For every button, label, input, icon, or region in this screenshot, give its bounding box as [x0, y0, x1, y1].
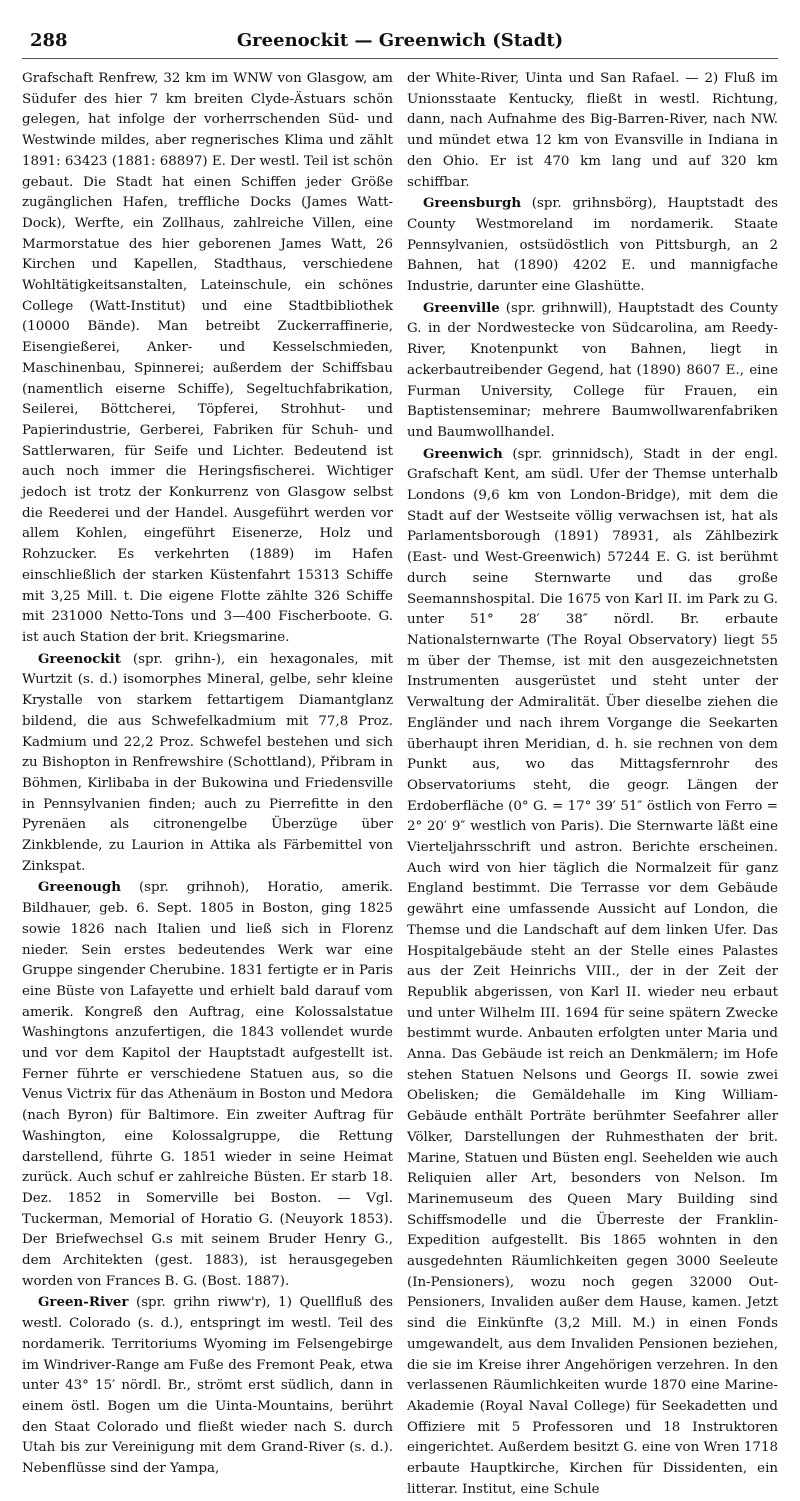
entry-continuation [22, 69, 393, 649]
entry-greenville [407, 298, 778, 444]
entry-greenough [22, 877, 393, 1292]
page-header [22, 30, 778, 59]
right-column [407, 69, 778, 1497]
entry-headword: Greenough [38, 879, 122, 896]
entry-text: (spr. grihn riww'r), 1) Quellfluß des westl. Colorado (s. d.), entspringt im westl. Teil des nordamerik. Territoriums Wyoming im Felsengebirge im Windriver-Range am Fuße des Fremont Peak, etwa unter 43° 15′ nördl. Br., strömt erst südlich, dann in einem östl. Bogen um die Uinta-Mountains, berührt den Staat Colorado und fließt wieder nach S. durch Utah bis zur Vereinigung mit dem Grand-River (s. d.). Nebenflüsse sind der Yampa, [22, 1295, 393, 1477]
entry-headword: Greenwich [423, 445, 503, 462]
entry-text: der White-River, Uinta und San Rafael. — 2) Fluß im Unionsstaate Kentucky, fließt in westl. Richtung, dann, nach Aufnahme des Big-Barren-River, nach NW. und mündet etwa 12 km von Evansville in Indiana in den Ohio. Er ist 470 km lang und auf 320 km schiffbar. [407, 71, 778, 190]
entry-headword: Green-River [38, 1294, 129, 1311]
entry-headword: Greensburgh [423, 195, 522, 212]
entry-text: (spr. grinnidsch), Stadt in der engl. Grafschaft Kent, am südl. Ufer der Themse unterhalb Londons (9,6 km von London-Bridge), mit dem die Stadt auf der Westseite völlig verwachsen ist, hat als Parlamentsborough (1891) 78931, als Zählbezirk (East- und West-Greenwich) 57244 E. G. ist berühmt durch seine Sternwarte und das große Seemannshospital. Die 1675 von Karl II. im Park zu G. unter 51° 28′ 38″ nördl. Br. erbaute Nationalsternwarte (The Royal Observatory) liegt 55 m über der Themse, ist mit den ausgezeichnetsten Instrumenten ausgerüstet und steht unter der Verwaltung der Admiralität. Über dieselbe ziehen die Engländer und nach ihrem Vorgange die Seekarten überhaupt ihren Meridian, d. h. sie rechnen von dem Punkt aus, wo das Mittagsfernrohr des Observatoriums steht, die geogr. Längen der Erdoberfläche (0° G. = 17° 39′ 51″ östlich von Ferro = 2° 20′ 9″ westlich von Paris). Die Sternwarte läßt eine Vierteljahrsschrift und astron. Berichte erscheinen. Auch wird von hier täglich die Normalzeit für ganz England bestimmt. Die Terrasse vor dem Gebäude gewährt eine umfassende Aussicht auf London, die Themse und die Landschaft auf dem linken Ufer. Das Hospitalgebäude steht an der Stelle eines Palastes aus der Zeit Heinrichs VIII., der in der Zeit der Republik abgerissen, von Karl II. wieder neu erbaut und unter Wilhelm III. 1694 für seine spätern Zwecke bestimmt wurde. Anbauten erfolgten unter Maria und Anna. Das Gebäude ist reich an Denkmälern; im Hofe stehen Statuen Nelsons und Georgs II. sowie zwei Obelisken; die Gemäldehalle im King William-Gebäude enthält Porträte berühmter Seefahrer aller Völker, Darstellungen der Ruhmesthaten der brit. Marine, Statuen und Büsten engl. Seehelden wie auch Reliquien aller Art, besonders von Nelson. Im Marinemuseum des Queen Mary Building sind Schiffsmodelle und die Überreste der Franklin-Expedition aufgestellt. Bis 1865 wohnten in den ausgedehnten Räumlichkeiten gegen 3000 Seeleute (In-Pensioners), wozu noch gegen 32000 Out-Pensioners, Invaliden außer dem Hause, kamen. Jetzt sind die Einkünfte (3,2 Mill. M.) in einen Fonds umgewandelt, aus dem Invaliden Pensionen beziehen, die sie im Kreise ihrer Angehörigen verzehren. In den verlassenen Räumlichkeiten wurde 1870 eine Marine-Akademie (Royal Naval College) für Seekadetten und Offiziere mit 5 Professoren und 18 Instruktoren eingerichtet. Außerdem besitzt G. eine von Wren 1718 erbaute Hauptkirche, Kirchen für Dissidenten, ein litterar. Institut, eine Schule [407, 446, 778, 1497]
entry-green-river [22, 1292, 393, 1479]
entry-headword: Greenockit [38, 650, 121, 667]
entry-text: (spr. grihnoh), Horatio, amerik. Bildhauer, geb. 6. Sept. 1805 in Boston, ging 1825 sowie 1826 nach Italien und ließ sich in Florenz nieder. Sein erstes bedeutendes Werk war eine Gruppe singender Cherubine. 1831 fertigte er in Paris eine Büste von Lafayette und erhielt bald darauf vom amerik. Kongreß den Auftrag, eine Kolossalstatue Washingtons anzufertigen, die 1843 vollendet wurde und vor dem Kapitol der Hauptstadt aufgestellt ist. Ferner führte er verschiedene Statuen aus, so die Venus Victrix für das Athenäum in Boston und Medora (nach Byron) für Baltimore. Ein zweiter Auftrag für Washington, eine Kolossalgruppe, die Rettung darstellend, führte G. 1851 wieder in seine Heimat zurück. Auch schuf er zahlreiche Büsten. Er starb 18. Dez. 1852 in Somerville bei Boston. — Vgl. Tuckerman, Memorial of Horatio G. (Neuyork 1853). Der Briefwechsel G.s mit seinem Bruder Henry G., dem Architekten (gest. 1883), ist herausgegeben worden von Frances B. G. (Bost. 1887). [22, 880, 393, 1289]
entry-headword: Greenville [423, 299, 500, 316]
entry-text: (spr. grihnsbörg), Hauptstadt des County Westmoreland im nordamerik. Staate Pennsylvanien, ostsüdöstlich von Pittsburgh, an 2 Bahnen, hat (1890) 4202 E. und mannigfache Industrie, darunter eine Glashütte. [407, 196, 778, 295]
entry-greensburgh [407, 193, 778, 298]
entry-text: (spr. grihn-), ein hexagonales, mit Wurtzit (s. d.) isomorphes Mineral, gelbe, sehr kleine Krystalle von starkem fettartigem Diamantglanz bildend, die aus Schwefelkadmium mit 77,8 Proz. Kadmium und 22,2 Proz. Schwefel bestehen und sich zu Bishopton in Renfrewshire (Schottland), Přibram in Böhmen, Kirlibaba in der Bukowina und Friedensville in Pennsylvanien finden; auch zu Pierrefitte in den Pyrenäen als citronengelbe Überzüge über Zinkblende, zu Laurion in Attika als Färbemittel von Zinkspat. [22, 651, 393, 874]
running-title: Greenockit — Greenwich (Stadt) [236, 30, 564, 51]
entry-continuation [407, 69, 778, 193]
page-number: 288 [30, 30, 68, 51]
text-columns [22, 69, 778, 1497]
entry-greenwich [407, 444, 778, 1501]
entry-text: (spr. grihnwill), Hauptstadt des County G. in der Nordwestecke von Südcarolina, am Reedy-River, Knotenpunkt von Bahnen, liegt in ackerbautreibender Gegend, hat (1890) 8607 E., eine Furman University, College für Frauen, ein Baptistenseminar; mehrere Baumwollwarenfabriken und Baumwollhandel. [407, 300, 778, 440]
entry-greenockit [22, 649, 393, 878]
entry-text: Grafschaft Renfrew, 32 km im WNW von Glasgow, am Südufer des hier 7 km breiten Clyde-Ästuars schön gelegen, hat infolge der vorherrschenden Süd- und Westwinde mildes, aber regnerisches Klima und zählt 1891: 63423 (1881: 68897) E. Der westl. Teil ist schön gebaut. Die Stadt hat einen Schiffen jeder Größe zugänglichen Hafen, treffliche Docks (James Watt-Dock), Werfte, ein Zollhaus, zahlreiche Villen, eine Marmorstatue des hier geborenen James Watt, 26 Kirchen und Kapellen, Stadthaus, verschiedene Wohltätigkeitsanstalten, Lateinschule, ein schönes College (Watt-Institut) und eine Stadtbibliothek (10000 Bände). Man betreibt Zuckerraffinerie, Eisengießerei, Anker- und Kesselschmieden, Maschinenbau, Spinnerei; außerdem der Schiffsbau (namentlich eiserne Schiffe), Segeltuchfabrikation, Seilerei, Böttcherei, Töpferei, Strohhut- und Papierindustrie, Gerberei, Fabriken für Schuh- und Sattlerwaren, für Seife und Lichter. Bedeutend ist auch noch immer die Heringsfischerei. Wichtiger jedoch ist trotz der Konkurrenz von Glasgow selbst die Reederei und der Handel. Ausgeführt werden vor allem Kohlen, eingeführt Eisenerze, Holz und Rohzucker. Es verkehrten (1889) im Hafen einschließlich der starken Küstenfahrt 15313 Schiffe mit 3,25 Mill. t. Die eigene Flotte zählte 326 Schiffe mit 231000 Netto-Tons und 3—400 Fischerboote. G. ist auch Station der brit. Kriegsmarine. [22, 71, 394, 645]
left-column [22, 69, 394, 1477]
